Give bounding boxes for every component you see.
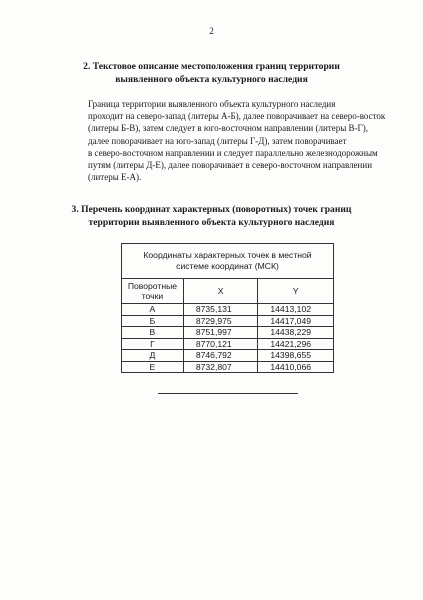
table-caption-line-2: системе координат (МСК) [176,261,279,271]
x-cell: 8732,807 [183,361,258,373]
coordinates-table [121,243,334,373]
point-cell: Г [122,338,184,350]
y-cell: 14398,655 [258,350,334,362]
section-3-title [60,204,363,229]
table-row [122,338,334,350]
column-header-y: Y [258,279,334,304]
section-3-title-line-1: 3. Перечень координат характерных (поворотных) точек границ [71,204,352,215]
section-2-title-line-1: 2. Текстовое описание местоположения границ территории [83,61,340,72]
x-cell: 8729,975 [183,315,258,327]
point-cell: Е [122,361,184,373]
x-cell: 8770,121 [183,338,258,350]
column-header-point [122,279,184,304]
paragraph-line: далее поворачивает на юго-запад (литеры Г-Д), затем поворачивает [88,135,347,146]
boundary-description-paragraph [88,98,386,183]
paragraph-line: (литеры Б-В), затем следует в юго-восточном направлении (литеры В-Г), [88,123,368,134]
column-header-point-line-2: точки [141,291,164,301]
paragraph-line: Граница территории выявленного объекта культурного наследия [88,99,336,109]
x-cell: 8735,131 [183,304,258,316]
closing-divider-line [158,393,298,394]
paragraph-line: в северо-восточном направлении и следует параллельно железнодорожным [88,147,378,158]
y-cell: 14438,229 [258,327,334,339]
y-cell: 14410,066 [258,361,334,373]
table-caption-line-1: Координаты характерных точек в местной [143,250,312,260]
section-2-title [60,61,363,86]
page-number: 2 [209,26,214,36]
x-cell: 8746,792 [183,350,258,362]
y-cell: 14421,296 [258,338,334,350]
table-header-row [122,279,334,304]
y-cell: 14417,049 [258,315,334,327]
point-cell: Д [122,350,184,362]
paragraph-line: путям (литеры Д-Е), далее поворачивает в северо-восточном направлении [88,160,373,171]
table-row [122,304,334,316]
paragraph-line: (литеры Е-А). [88,172,142,183]
table-caption [122,244,334,279]
column-header-x: X [183,279,258,304]
table-row [122,327,334,339]
section-2-title-line-2: выявленного объекта культурного наследия [115,73,308,85]
table-row [122,350,334,362]
point-cell: Б [122,315,184,327]
point-cell: В [122,327,184,339]
paragraph-line: проходит на северо-запад (литеры А-Б), далее поворачивает на северо-восток [88,111,386,122]
point-cell: А [122,304,184,316]
y-cell: 14413,102 [258,304,334,316]
table-row [122,315,334,327]
table-row [122,361,334,373]
section-3-title-line-2: территории выявленного объекта культурного наследия [88,216,335,228]
column-header-point-line-1: Поворотные [127,280,178,291]
table-caption-row [122,244,334,279]
x-cell: 8751,997 [183,327,258,339]
